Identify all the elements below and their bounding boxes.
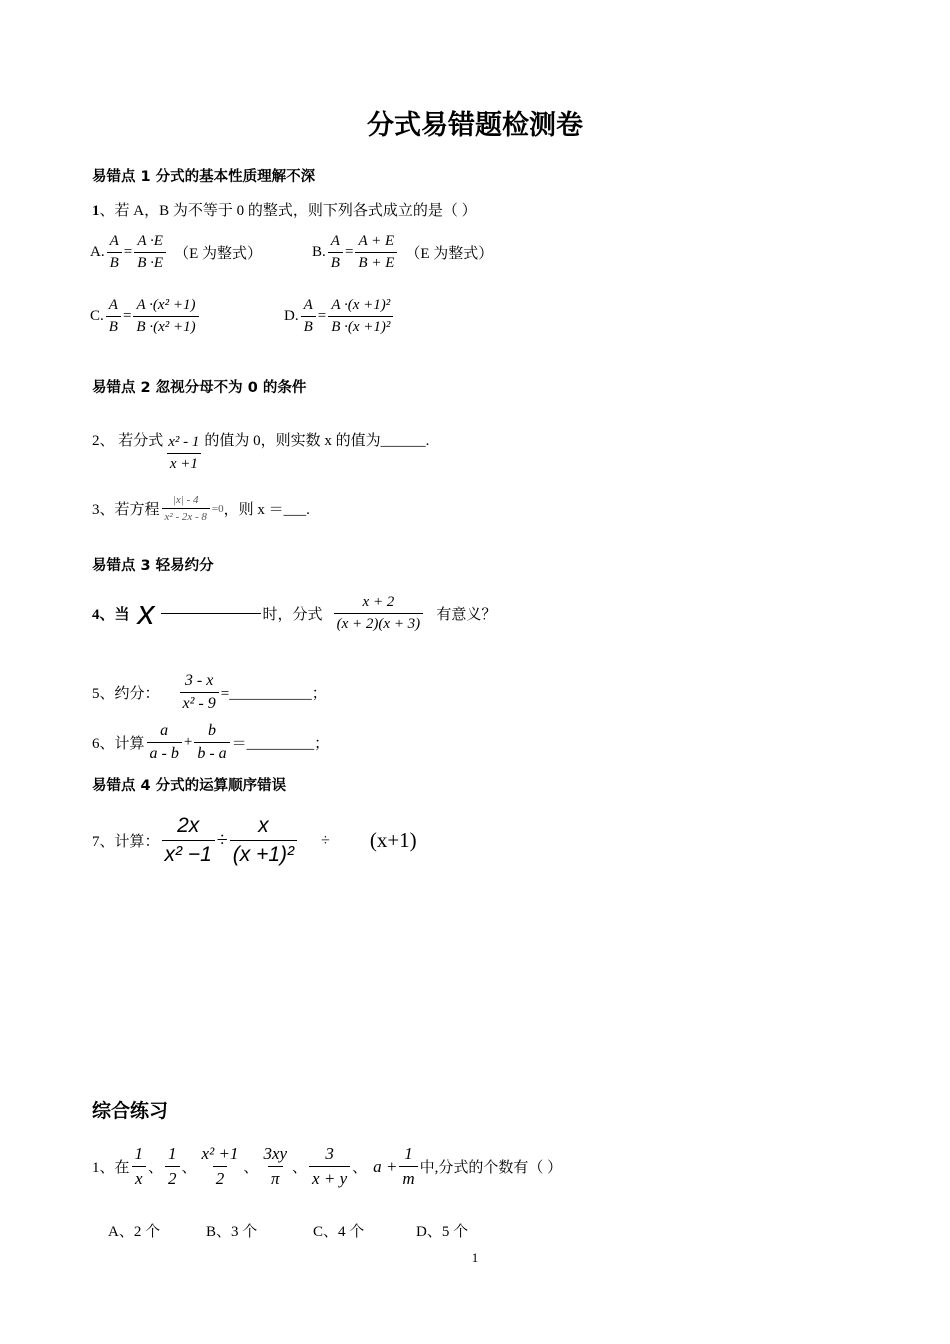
- question-4: [92, 594, 496, 633]
- question-3-suffix: ，则 x ＝___.: [223, 502, 310, 518]
- fraction: $\frac{3 - x}{\text{x² - 9}}$: [180, 672, 219, 713]
- question-4-suffix: 有意义？: [436, 607, 497, 623]
- option-1d: D. $\frac{A}{B}$ = $\frac{\text{A ·(x +1)²}}{\text{B ·(x +1)²}}$: [284, 297, 395, 336]
- divide-sign: ÷: [216, 829, 228, 851]
- fraction: $\frac{1}{2}$: [165, 1144, 180, 1189]
- question-3: [92, 494, 310, 523]
- fraction: $\frac{A}{B}$: [328, 233, 343, 272]
- practice-question-1-suffix: 中,分式的个数有（ ）: [419, 1160, 563, 1176]
- fraction: $\frac{b}{b - a}$: [194, 722, 229, 763]
- question-2: [92, 420, 430, 472]
- question-2-prefix: 2、 若分式: [92, 433, 164, 449]
- question-1-number: 1: [92, 203, 100, 219]
- separator: 、: [181, 1160, 197, 1176]
- fraction: $\frac{x + 2}{(x + 2)(x + 3)}$: [327, 594, 431, 633]
- separator: 、: [352, 1160, 368, 1176]
- answer-blank[interactable]: [161, 613, 261, 614]
- question-2-suffix: 的值为 0，则实数 x 的值为______.: [204, 433, 430, 449]
- section-heading-1: 易错点 1 分式的基本性质理解不深: [92, 169, 316, 185]
- fraction: $\frac{A}{B}$: [301, 297, 316, 336]
- question-6-suffix: ＝_________；: [231, 736, 330, 752]
- fraction: $\frac{A}{B}$: [106, 297, 121, 336]
- fraction: $\frac{\text{A ·(x +1)²}}{\text{B ·(x +1)²}}$: [328, 297, 393, 336]
- option-label: A.: [90, 244, 105, 260]
- question-6-prefix: 6、计算: [92, 736, 145, 752]
- question-4-prefix: 4、当: [92, 607, 130, 623]
- plus-sign: +: [183, 734, 193, 750]
- fraction: $\frac{A \cdot E}{B \cdot E}$: [134, 233, 166, 272]
- fraction: $\frac{\text{A ·(x² +1)}}{\text{B ·(x² +1)}}$: [133, 297, 198, 336]
- separator: 、: [148, 1160, 164, 1176]
- option-label: B.: [312, 244, 326, 260]
- variable-x: x: [137, 594, 155, 632]
- question-5: [92, 672, 327, 713]
- question-5-suffix: =___________；: [220, 686, 327, 702]
- section-heading-2: 易错点 2 忽视分母不为 0 的条件: [92, 380, 307, 396]
- section-heading-3: 易错点 3 轻易约分: [92, 558, 214, 574]
- fraction: $\frac{a}{a - b}$: [147, 722, 182, 763]
- expression-term: a +: [373, 1156, 398, 1176]
- option-1a: A. $\frac{A}{B}$ = $\frac{A \cdot E}{B \cdot E}$ （E 为整式）: [90, 233, 262, 271]
- fraction: $\frac{1}{m}$: [399, 1144, 417, 1189]
- fraction: $\frac{1}{x}$: [132, 1144, 147, 1189]
- choice-d[interactable]: D、5 个: [416, 1224, 469, 1240]
- question-1-stem: [92, 199, 477, 220]
- page-title: 分式易错题检测卷: [367, 110, 583, 141]
- fraction: $\frac{|x| - 4}{\text{x² - 2x - 8}}$: [162, 494, 210, 523]
- practice-question-1: [92, 1144, 562, 1189]
- separator: 、: [243, 1160, 259, 1176]
- option-1c: C. $\frac{A}{B}$ = $\frac{\text{A ·(x² +1)}}{\text{B ·(x² +1)}}$: [90, 297, 201, 336]
- option-label: C.: [90, 308, 104, 324]
- fraction: $\frac{x}{\text{(x +1)²}}$: [230, 814, 297, 867]
- option-1b: B. $\frac{A}{B}$ = $\frac{A + E}{B + E}$ （E 为整式）: [312, 233, 494, 271]
- option-note: （E 为整式）: [174, 246, 262, 262]
- choice-c[interactable]: C、4 个: [313, 1224, 365, 1240]
- question-4-mid: 时，分式: [262, 607, 323, 623]
- choice-a[interactable]: A、2 个: [108, 1224, 161, 1240]
- section-heading-4: 易错点 4 分式的运算顺序错误: [92, 778, 287, 794]
- question-7: [92, 814, 417, 867]
- equals-zero: =0: [211, 502, 224, 515]
- fraction: $\frac{2x}{\text{x² −1}}$: [162, 814, 215, 867]
- fraction: $\frac{3}{x + y}$: [309, 1144, 350, 1189]
- page-number: 1: [471, 1250, 479, 1265]
- fraction: $\frac{\text{x² +1}}{2}$: [201, 1144, 239, 1188]
- section-heading-comprehensive: 综合练习: [92, 1100, 169, 1122]
- option-label: D.: [284, 308, 299, 324]
- question-7-prefix: 7、计算：: [92, 834, 160, 850]
- question-3-prefix: 3、若方程: [92, 502, 160, 518]
- fraction: $\frac{\text{x² - 1}}{x +1}$: [168, 434, 200, 472]
- fraction: $\frac{A + E}{B + E}$: [355, 233, 397, 272]
- question-6: [92, 722, 329, 763]
- option-note: （E 为整式）: [405, 246, 494, 262]
- choice-b[interactable]: B、3 个: [206, 1224, 258, 1240]
- question-1-text: 、若 A，B 为不等于 0 的整式，则下列各式成立的是（ ）: [99, 203, 477, 219]
- fraction: $\frac{A}{B}$: [107, 233, 122, 272]
- expression-tail: (x+1): [369, 828, 417, 852]
- divide-sign: ÷: [321, 831, 330, 849]
- separator: 、: [292, 1160, 308, 1176]
- fraction: $\frac{3xy}{\pi}$: [263, 1144, 288, 1188]
- practice-question-1-prefix: 1、在: [92, 1160, 130, 1176]
- question-5-prefix: 5、约分：: [92, 686, 160, 702]
